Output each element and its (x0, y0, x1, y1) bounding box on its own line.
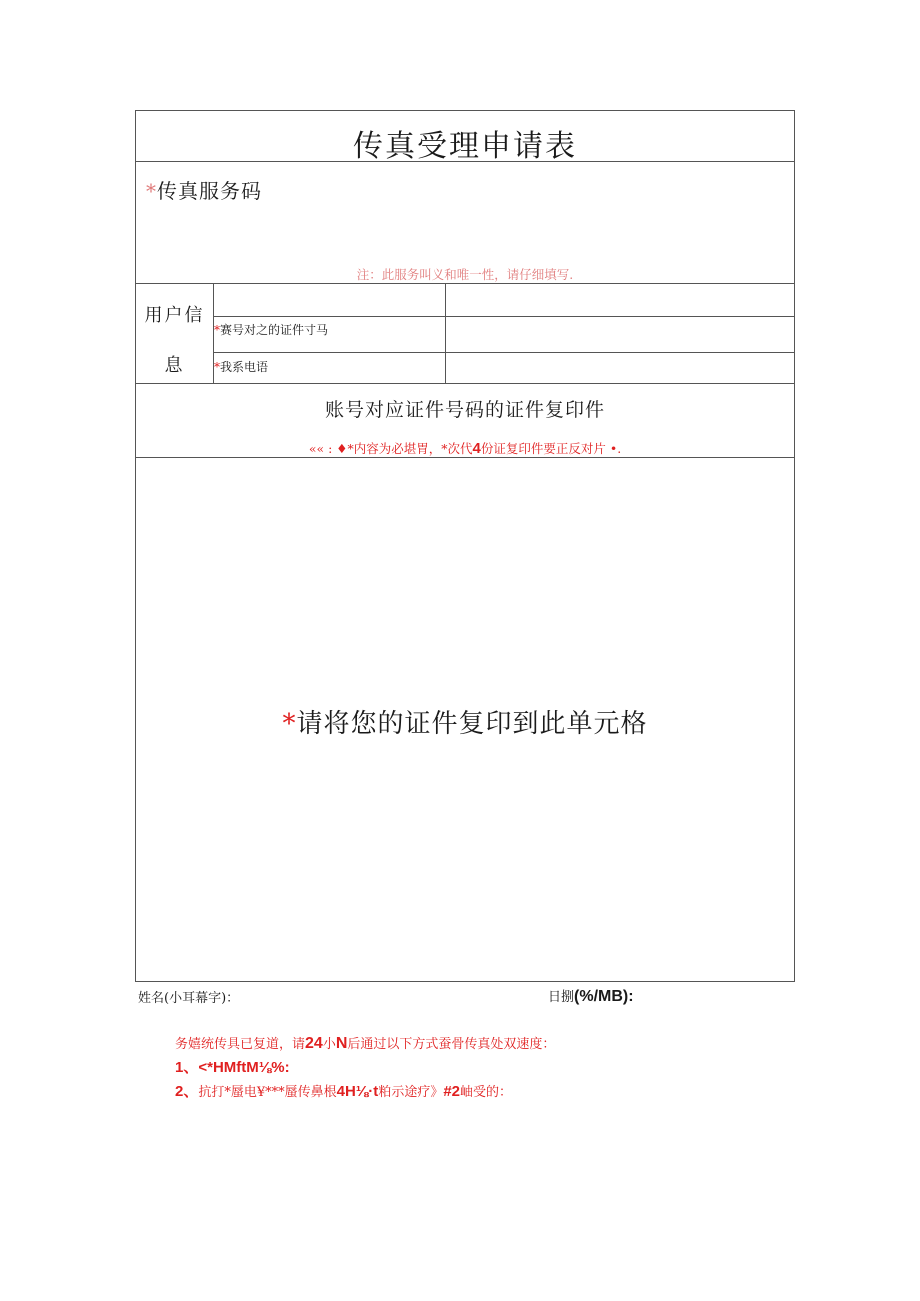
service-code-text: 传真服务码 (157, 179, 262, 203)
phone-label: *我系电语 (214, 360, 269, 374)
id-copy-area[interactable] (136, 703, 794, 740)
service-code-note: 注：此服务叫义和唯一性，请仔细填写. (356, 267, 574, 282)
id-number-label: *赛号对之的证件寸马 (214, 323, 329, 337)
instruction-item-1: 1、<*HMftM⅛%: (175, 1059, 290, 1076)
form-title: 传真受理申请表 (353, 129, 577, 164)
instruction-item-2: 2、抗打*蜃电¥***蜃传鼻根4H⅛·t粕示途疗》#2岫受的： (175, 1083, 513, 1100)
id-copy-title: 账号对应证件号码的证件复印件 (324, 399, 605, 421)
id-copy-instruction: 请将您的证件复印到此单元格 (296, 709, 648, 739)
user-field-label-1 (216, 289, 442, 313)
required-star: * (214, 360, 220, 374)
name-label: 姓名(小耳幕字)： (138, 991, 240, 1006)
date-label: 日捌(%/MB): (548, 988, 634, 1005)
required-star: * (282, 709, 297, 739)
phone-input[interactable] (448, 355, 791, 381)
user-info-label-line2: 息 (164, 355, 185, 376)
required-star: * (214, 323, 220, 337)
divider (445, 283, 446, 383)
divider (136, 383, 794, 384)
id-number-input[interactable] (448, 319, 791, 349)
id-copy-note: «« : ♦*内容为必堪胃，*次代4份证复印件要正反对片 •. (308, 440, 622, 457)
divider (213, 352, 794, 353)
service-code-label (146, 175, 262, 204)
required-star: * (146, 179, 157, 203)
user-info-label-line1: 用户信 (144, 305, 205, 326)
divider (136, 283, 794, 284)
divider (213, 316, 794, 317)
instructions-intro: 务嬉统传具已复道，请24小N后通过以下方式蚕骨传真处双速度： (175, 1035, 556, 1052)
fax-application-form (135, 110, 795, 982)
divider (136, 457, 794, 458)
user-field-input-1[interactable] (448, 286, 791, 314)
